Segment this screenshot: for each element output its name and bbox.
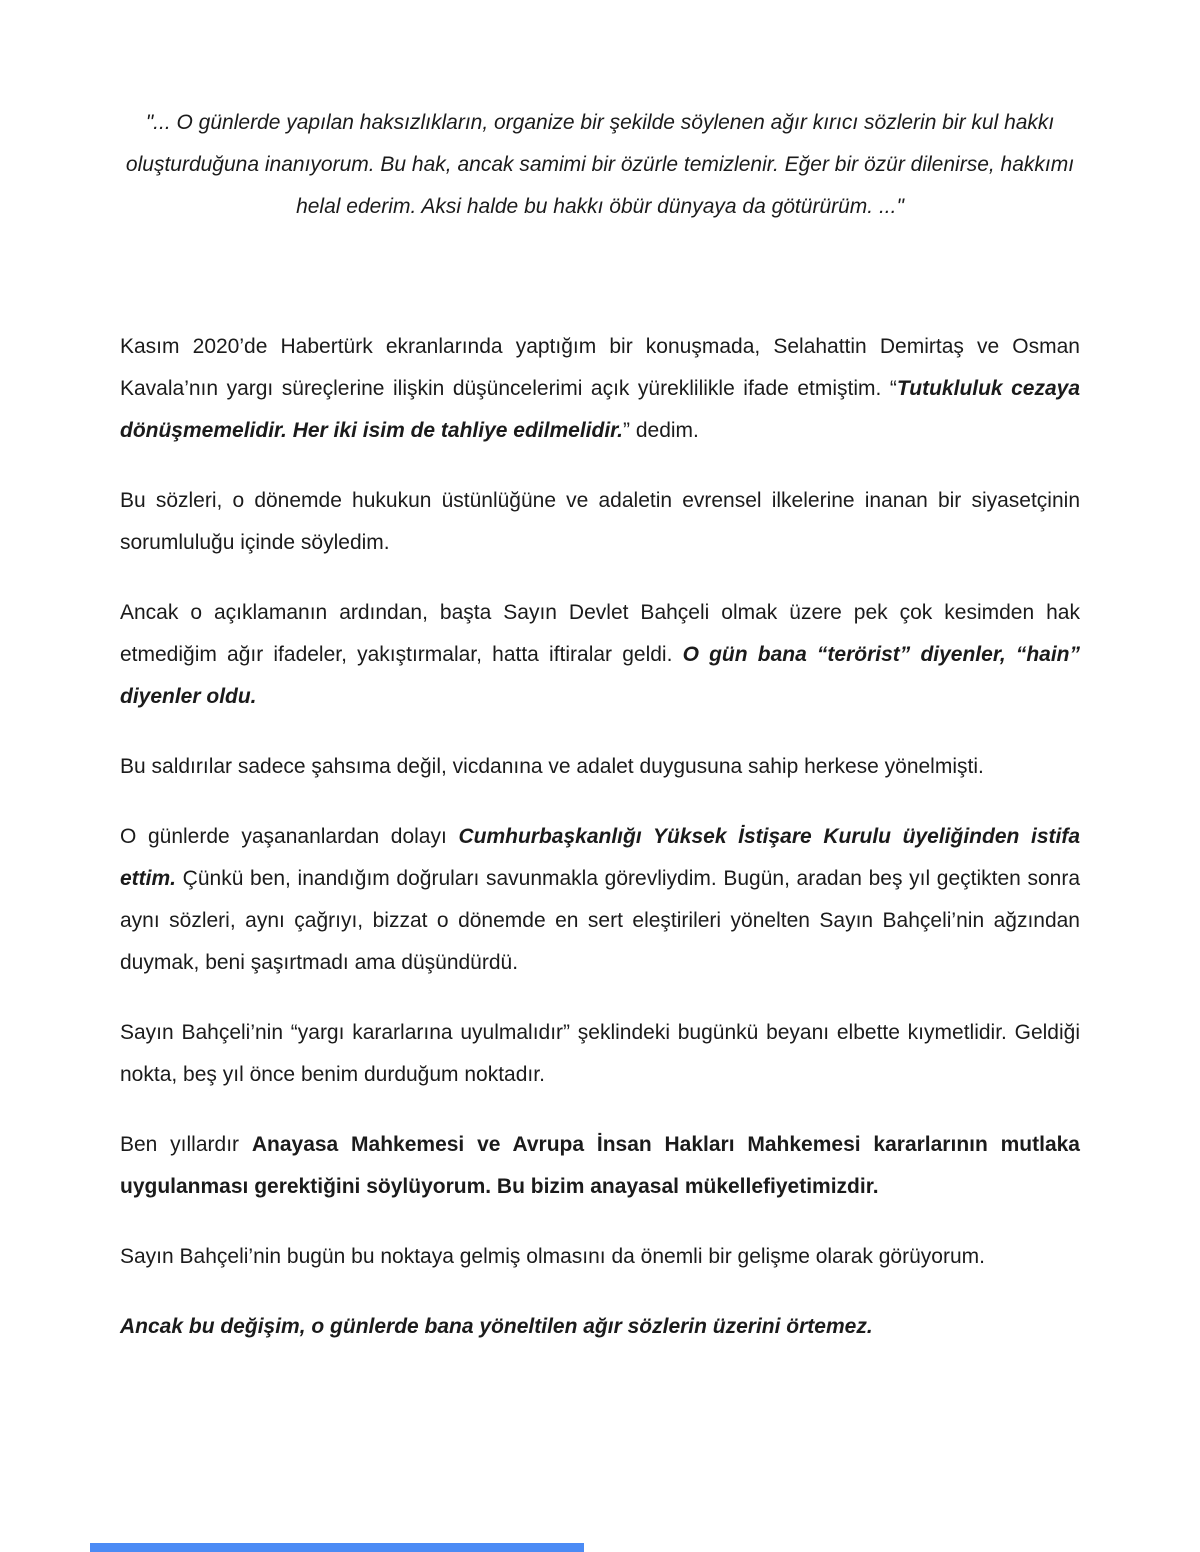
- text-run: Ben yıllardır: [120, 1133, 252, 1156]
- text-run: ” dedim.: [623, 419, 699, 442]
- text-run: Cumhurbaşkanlığı Yüksek İstişare Kurulu üyeliğinden istifa ettim.: [120, 825, 1080, 890]
- paragraph: [120, 592, 1080, 718]
- text-run: Ancak o açıklamanın ardından, başta Sayın Devlet Bahçeli olmak üzere pek çok kesimden hak etmediğim ağır ifadeler, yakıştırmalar, hatta iftiralar geldi.: [120, 601, 1080, 666]
- paragraph: [120, 1236, 1080, 1278]
- selection-highlight-bar: [90, 1543, 584, 1552]
- text-run: Bu sözleri, o dönemde hukukun üstünlüğüne ve adaletin evrensel ilkelerine inanan bir siyasetçinin sorumluluğu içinde söyledim.: [120, 489, 1080, 554]
- text-run: Sayın Bahçeli’nin “yargı kararlarına uyulmalıdır” şeklindeki bugünkü beyanı elbette kıymetlidir. Geldiği nokta, beş yıl önce benim durduğum noktadır.: [120, 1021, 1080, 1086]
- paragraph: [120, 816, 1080, 984]
- text-run: Tutukluluk cezaya dönüşmemelidir. Her iki isim de tahliye edilmelidir.: [120, 377, 1081, 442]
- paragraph: [120, 326, 1080, 452]
- text-run: Kasım 2020’de Habertürk ekranlarında yaptığım bir konuşmada, Selahattin Demirtaş ve Osman Kavala’nın yargı süreçlerine ilişkin düşüncelerimi açık yüreklilikle ifade etmiştim. “: [120, 335, 1080, 400]
- text-run: Bu saldırılar sadece şahsıma değil, vicdanına ve adalet duygusuna sahip herkese yönelmişti.: [120, 755, 984, 778]
- document-body: [120, 326, 1080, 1348]
- paragraph: [120, 1012, 1080, 1096]
- text-run: Ancak bu değişim, o günlerde bana yöneltilen ağır sözlerin üzerini örtemez.: [120, 1315, 873, 1338]
- text-run: Anayasa Mahkemesi ve Avrupa İnsan Hakları Mahkemesi kararlarının mutlaka uygulanması gerektiğini söylüyorum. Bu bizim anayasal mükellefiyetimizdir.: [120, 1133, 1080, 1198]
- text-run: Çünkü ben, inandığım doğruları savunmakla görevliydim. Bugün, aradan beş yıl geçtikten sonra aynı sözleri, aynı çağrıyı, bizzat o dönemde en sert eleştirileri yönelten Sayın Bahçeli’nin ağzından duymak, beni şaşırtmadı ama düşündürdü.: [120, 867, 1080, 974]
- text-run: Sayın Bahçeli’nin bugün bu noktaya gelmiş olmasını da önemli bir gelişme olarak görüyorum.: [120, 1245, 985, 1268]
- paragraph: [120, 1306, 1080, 1348]
- paragraph: [120, 746, 1080, 788]
- quote-paragraph: "... O günlerde yapılan haksızlıkların, organize bir şekilde söylenen ağır kırıcı sözlerin bir kul hakkı oluşturduğuna inanıyorum. Bu hak, ancak samimi bir özürle temizlenir. Eğer bir özür dilenirse, hakkımı helal ederim. Aksi halde bu hakkı öbür dünyaya da götürürüm. ...": [125, 111, 1075, 218]
- text-run: O gün bana “terörist” diyenler, “hain” diyenler oldu.: [120, 643, 1081, 708]
- paragraph: [120, 480, 1080, 564]
- paragraph: [120, 1124, 1080, 1208]
- text-run: O günlerde yaşananlardan dolayı: [120, 825, 459, 848]
